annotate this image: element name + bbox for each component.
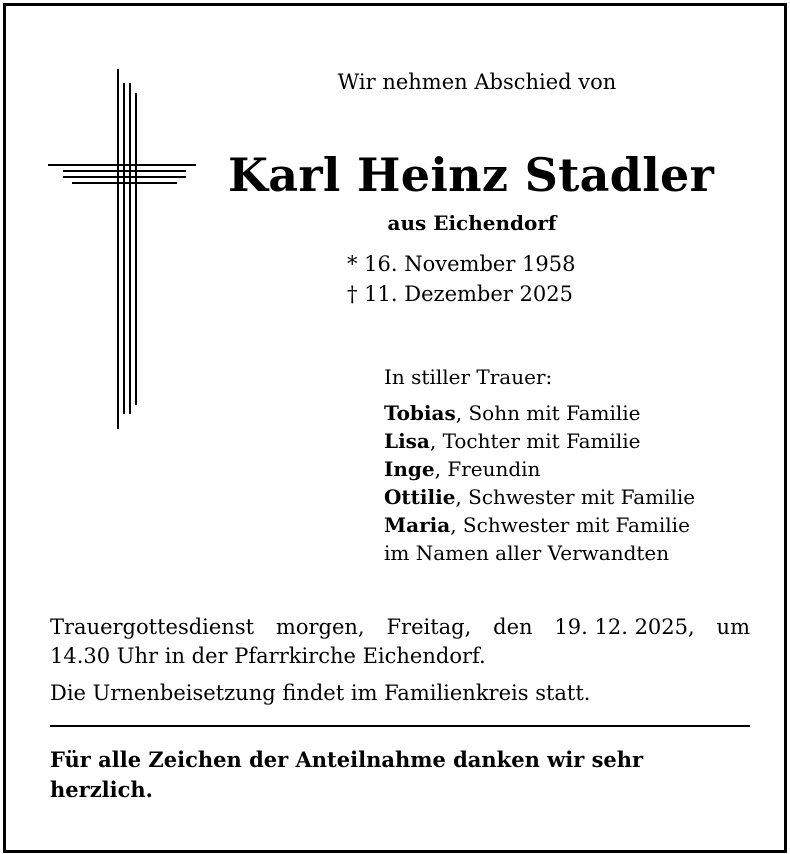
mourner-name: Tobias — [384, 401, 456, 425]
mourner-name: Maria — [384, 513, 451, 537]
death-date: † 11. Dezember 2025 — [347, 282, 573, 306]
mourner-relation: , Freundin — [434, 457, 541, 481]
mourner-relation: , Schwester mit Familie — [450, 513, 690, 537]
mourner-relation: , Sohn mit Familie — [455, 401, 641, 425]
mourners-block — [384, 363, 695, 567]
mourners-closing: im Namen aller Verwandten — [384, 541, 670, 565]
mourner-item — [384, 483, 695, 511]
mourners-heading: In stiller Trauer: — [384, 365, 553, 389]
mourner-item — [384, 511, 695, 539]
birth-date: * 16. November 1958 — [347, 252, 576, 276]
mourner-relation: , Tochter mit Familie — [429, 429, 641, 453]
service-info — [50, 613, 750, 671]
service-date: 19. 12. 2025, — [554, 615, 695, 639]
urn-burial-text: Die Urnenbeisetzung findet im Familienkreis statt. — [50, 681, 591, 705]
mourner-name: Inge — [384, 457, 435, 481]
service-line-2: 14.30 Uhr in der Pfarrkirche Eichendorf. — [50, 644, 486, 668]
life-dates — [347, 249, 576, 309]
origin-text: aus Eichendorf — [387, 211, 557, 235]
service-word: um — [716, 615, 750, 639]
divider — [50, 725, 750, 727]
service-line-1 — [50, 613, 750, 642]
mourner-name: Ottilie — [384, 485, 456, 509]
mourner-item — [384, 455, 695, 483]
service-word: Freitag, — [386, 615, 472, 639]
obituary-notice — [3, 3, 787, 853]
mourner-item — [384, 399, 695, 427]
mourner-item — [384, 427, 695, 455]
service-word: Trauergottesdienst — [50, 615, 255, 639]
intro-text: Wir nehmen Abschied von — [337, 70, 617, 94]
mourner-name: Lisa — [384, 429, 430, 453]
service-word: den — [493, 615, 533, 639]
deceased-name: Karl Heinz Stadler — [228, 148, 715, 202]
service-word: morgen, — [275, 615, 365, 639]
thanks-text: Für alle Zeichen der Anteilnahme danken wir sehr herzlich. — [50, 747, 644, 802]
mourner-relation: , Schwester mit Familie — [455, 485, 696, 509]
